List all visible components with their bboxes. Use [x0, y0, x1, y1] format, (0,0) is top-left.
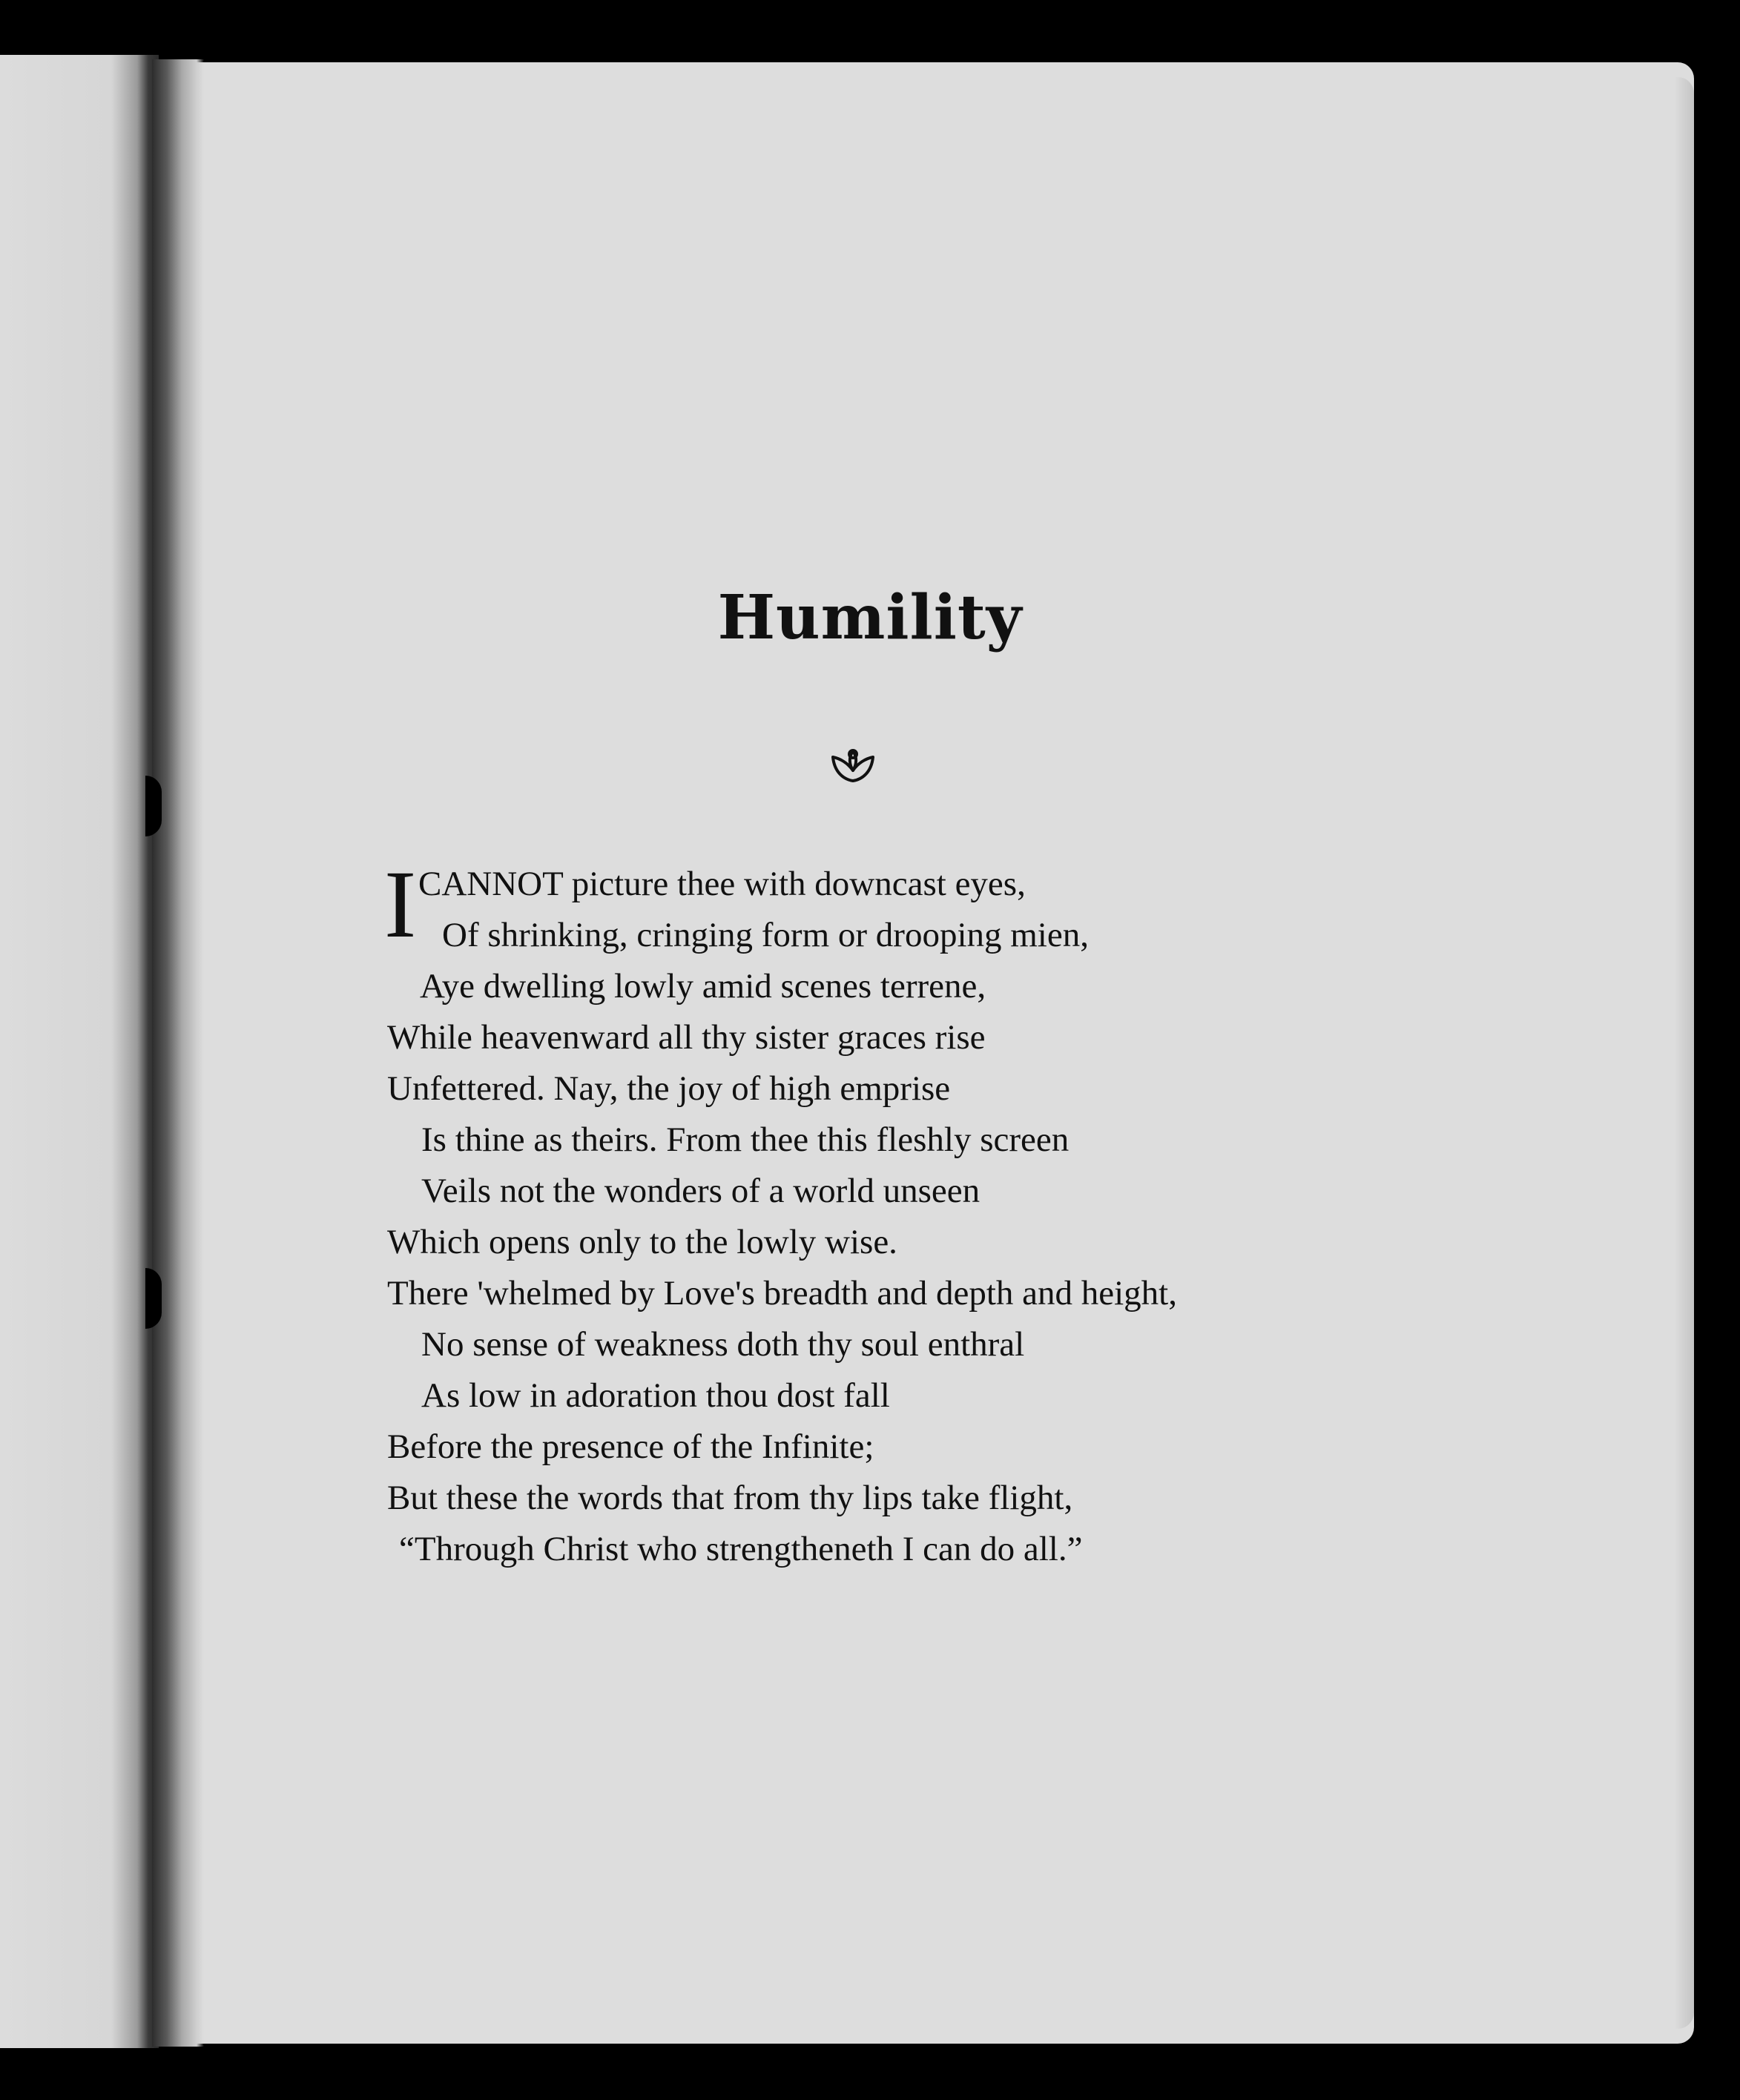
poem-line: Is thine as theirs. From thee this fleshly screen: [421, 1120, 1070, 1159]
poem-line: “Through Christ who strengtheneth I can do all.”: [399, 1530, 1083, 1568]
binding-hole: [145, 776, 162, 836]
poem-line: Which opens only to the lowly wise.: [387, 1223, 897, 1261]
left-facing-page-edge: [0, 55, 159, 2048]
lotus-ornament-icon: [828, 747, 877, 785]
poem-line: Of shrinking, cringing form or drooping mien,: [442, 916, 1089, 954]
poem-line: As low in adoration thou dost fall: [421, 1376, 890, 1415]
binding-hole: [145, 1268, 162, 1329]
poem-line: There 'whelmed by Love's breadth and depth and height,: [387, 1274, 1177, 1312]
poem-line: No sense of weakness doth thy soul enthral: [421, 1325, 1025, 1364]
drop-cap-letter: I: [384, 851, 417, 958]
poem-line: Unfettered. Nay, the joy of high emprise: [387, 1069, 951, 1108]
poem-line: While heavenward all thy sister graces rise: [387, 1018, 986, 1057]
poem-line: But these the words that from thy lips take flight,: [387, 1479, 1073, 1517]
poem-line: [387, 859, 1177, 910]
poem-line: Veils not the wonders of a world unseen: [421, 1172, 981, 1210]
poem-line-text: CANNOT picture thee with downcast eyes,: [418, 865, 1026, 903]
poem-line: Aye dwelling lowly amid scenes terrene,: [420, 967, 986, 1006]
poem-line: Before the presence of the Infinite;: [387, 1427, 874, 1466]
poem-stanza: [387, 859, 1177, 1575]
page-right-edge: [1675, 77, 1694, 2029]
binding-gutter-shadow: [152, 59, 204, 2047]
poem-title: Humility: [717, 582, 1023, 653]
